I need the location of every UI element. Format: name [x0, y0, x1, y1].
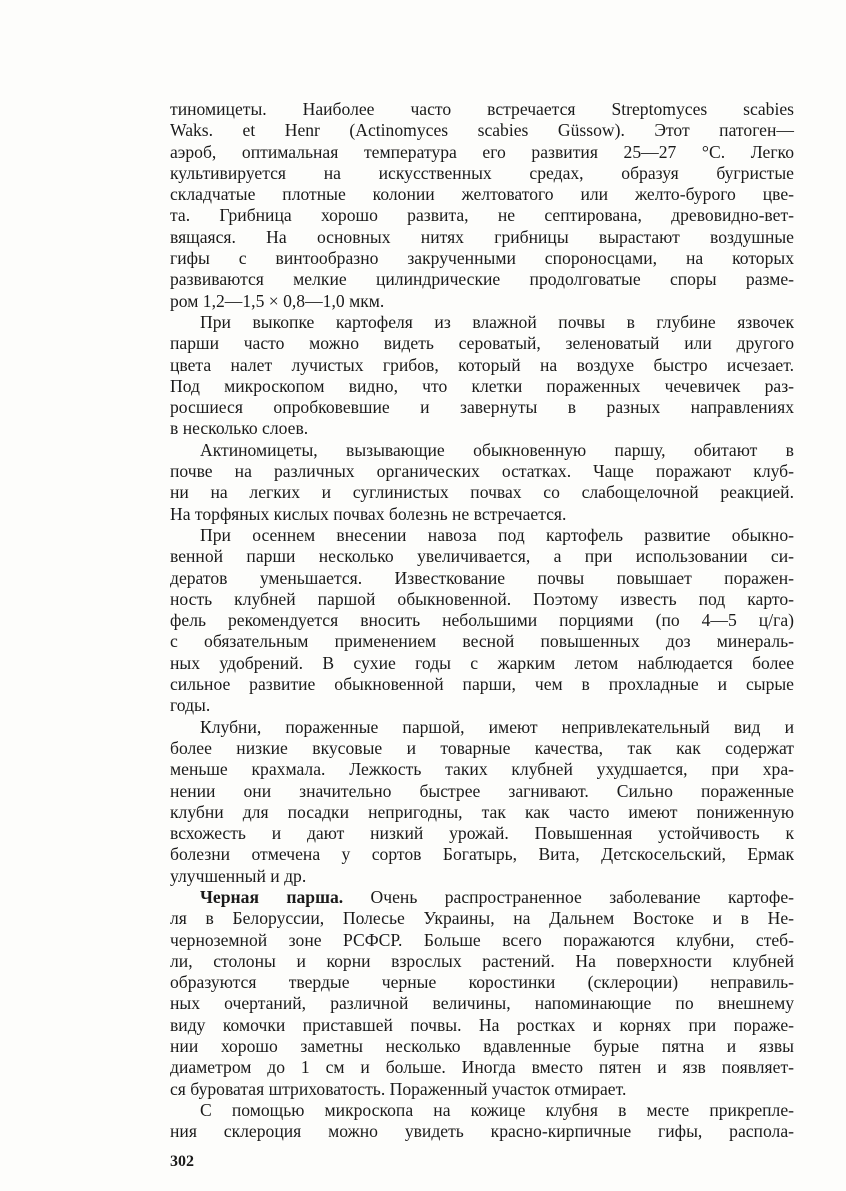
- text-line: ся буроватая штриховатость. Пораженный участок отмирает.: [170, 1078, 627, 1099]
- paragraph: [170, 1100, 794, 1143]
- text-line: почве на различных органических остатках. Чаще поражают клуб-: [170, 461, 794, 482]
- text-line: диаметром до 1 см и больше. Иногда вместо пятен и язв появляет-: [170, 1057, 794, 1078]
- text-line: сильное развитие обыкновенной парши, чем в прохладные и сырые: [170, 674, 794, 695]
- text-line: аэроб, оптимальная температура его развития 25—27 °С. Легко: [170, 141, 794, 162]
- section-heading: Черная парша.: [200, 886, 344, 907]
- text-line: При выкопке картофеля из влажной почвы в глубине язвочек: [200, 311, 794, 332]
- text-line: С помощью микроскопа на кожице клубня в месте прикрепле-: [200, 1099, 794, 1120]
- text-line: культивируется на искусственных средах, образуя бугристые: [170, 162, 794, 183]
- text-line: ность клубней паршой обыкновенной. Поэтому известь под карто-: [170, 588, 794, 609]
- text-line: росшиеся опробковевшие и завернуты в разных направлениях: [170, 397, 794, 418]
- paragraph: [170, 99, 794, 312]
- text-line: складчатые плотные колонии желтоватого или желто-бурого цве-: [170, 184, 794, 205]
- text-line: ных очертаний, различной величины, напоминающие по внешнему: [170, 993, 794, 1014]
- text-line: нии хорошо заметны несколько вдавленные бурые пятна и язвы: [170, 1036, 794, 1057]
- text-line: черноземной зоне РСФСР. Больше всего поражаются клубни, стеб-: [170, 929, 794, 950]
- text-line: та. Грибница хорошо развита, не септирована, древовидно-вет-: [170, 205, 794, 226]
- text-line: ром 1,2—1,5 × 0,8—1,0 мкм.: [170, 290, 385, 311]
- text-line: годы.: [170, 695, 211, 716]
- paragraph: [170, 887, 794, 1100]
- paragraph: [170, 312, 794, 440]
- text-line: развиваются мелкие цилиндрические продолговатые споры разме-: [170, 269, 794, 290]
- text-line: фель рекомендуется вносить небольшими порциями (по 4—5 ц/га): [170, 610, 794, 631]
- text-line: клубни для посадки непригодны, так как часто имеют пониженную: [170, 801, 794, 822]
- paragraph: [170, 717, 794, 887]
- text-line: На торфяных кислых почвах болезнь не встречается.: [170, 503, 567, 524]
- line-text: Очень распространенное заболевание картофе-: [343, 886, 794, 907]
- text-line: ли, столоны и корни взрослых растений. На поверхности клубней: [170, 950, 794, 971]
- text-line: гифы с винтообразно закрученными спороносцами, на которых: [170, 248, 794, 269]
- text-line: меньше крахмала. Лежкость таких клубней ухудшается, при хра-: [170, 759, 794, 780]
- text-line: Актиномицеты, вызывающие обыкновенную паршу, обитают в: [200, 439, 794, 460]
- text-line: нении они значительно быстрее загнивают. Сильно пораженные: [170, 780, 794, 801]
- paragraph: [170, 440, 794, 525]
- text-line: ния склероция можно увидеть красно-кирпичные гифы, распола-: [170, 1121, 794, 1142]
- text-line: ля в Белоруссии, Полесье Украины, на Дальнем Востоке и в Не-: [170, 908, 794, 929]
- text-line: венной парши несколько увеличивается, а при использовании си-: [170, 546, 794, 567]
- text-line: более низкие вкусовые и товарные качества, так как содержат: [170, 737, 794, 758]
- text-line: с обязательным применением весной повышенных доз минераль-: [170, 631, 794, 652]
- text-line: в несколько слоев.: [170, 418, 309, 439]
- text-line: всхожесть и дают низкий урожай. Повышенная устойчивость к: [170, 823, 794, 844]
- text-line: улучшенный и др.: [170, 865, 307, 886]
- text-line: тиномицеты. Наиболее часто встречается Streptomyces scabies: [170, 99, 794, 119]
- text-line: образуются твердые черные коростинки (склероции) неправиль-: [170, 972, 794, 993]
- text-line: [170, 887, 794, 908]
- text-line: цвета налет лучистых грибов, который на воздухе быстро исчезает.: [170, 354, 794, 375]
- text-line: парши часто можно видеть сероватый, зеленоватый или другого: [170, 333, 794, 354]
- paragraph: [170, 525, 794, 717]
- text-line: Waks. et Henr (Actinomyces scabies Güssow). Этот патоген—: [170, 120, 794, 141]
- text-line: вящаяся. На основных нитях грибницы вырастают воздушные: [170, 226, 794, 247]
- text-line: виду комочки приставшей почвы. На ростках и корнях при пораже-: [170, 1014, 794, 1035]
- text-line: дератов уменьшается. Известкование почвы повышает поражен-: [170, 567, 794, 588]
- text-line: ных удобрений. В сухие годы с жарким летом наблюдается более: [170, 652, 794, 673]
- text-line: Под микроскопом видно, что клетки пораженных чечевичек раз-: [170, 375, 794, 396]
- text-line: Клубни, пораженные паршой, имеют непривлекательный вид и: [200, 716, 794, 737]
- body-text: [170, 99, 794, 1143]
- page-number: 302: [170, 1153, 194, 1170]
- text-line: ни на легких и суглинистых почвах со слабощелочной реакцией.: [170, 482, 794, 503]
- text-line: При осеннем внесении навоза под картофель развитие обыкно-: [200, 524, 794, 545]
- text-line: болезни отмечена у сортов Богатырь, Вита, Детскосельский, Ермак: [170, 844, 794, 865]
